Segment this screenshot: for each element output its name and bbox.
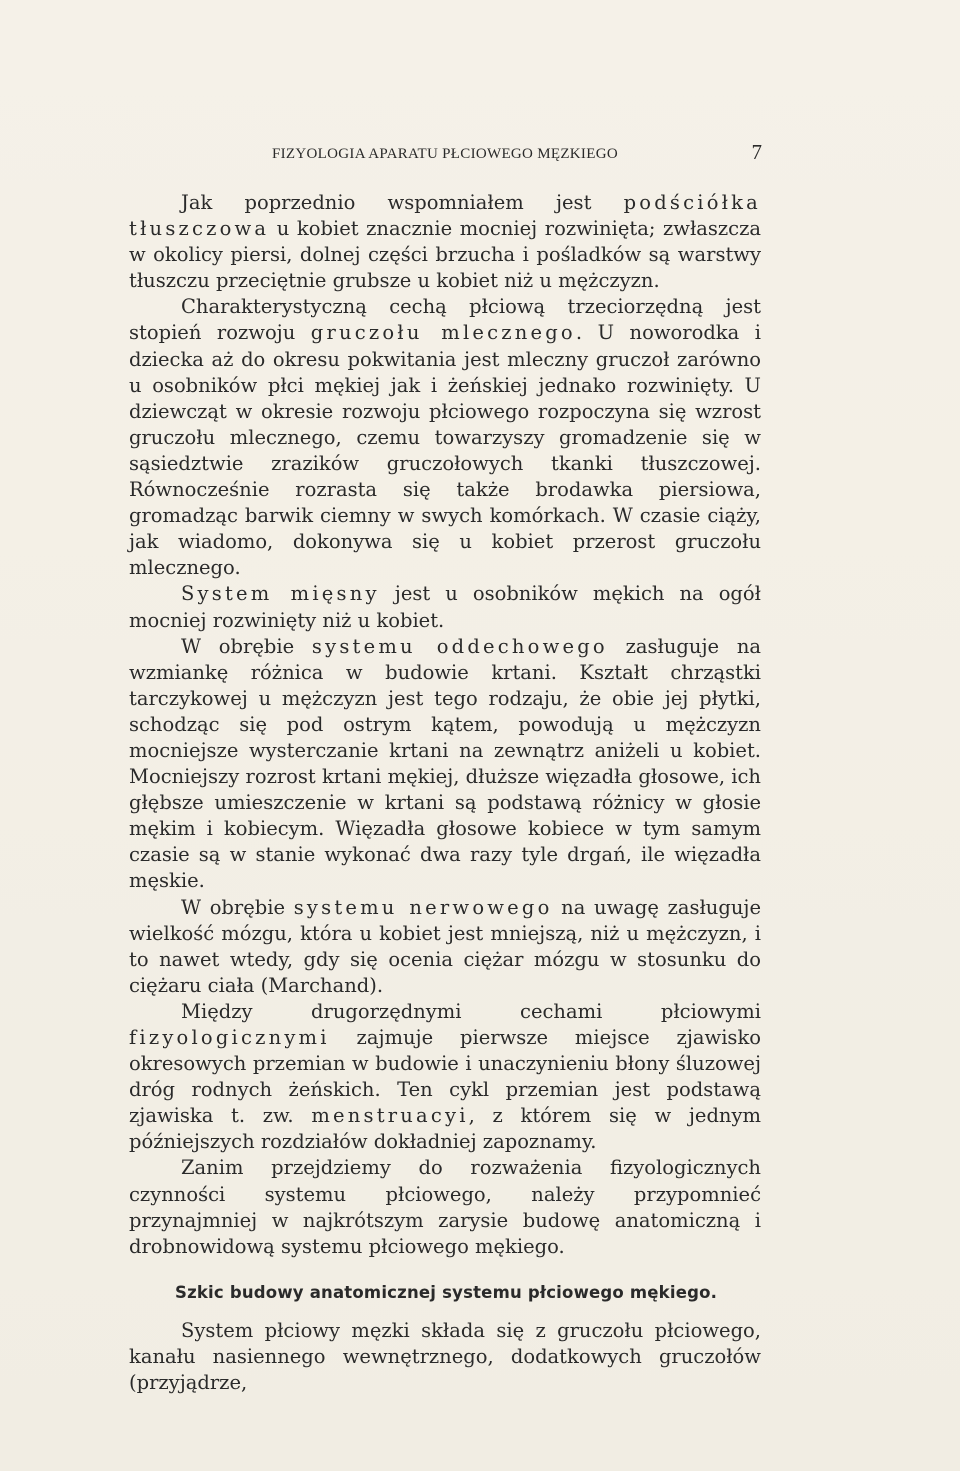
text-run: zajmuje pierwsze miejsce zjawisko okresowych przemian w budowie i unaczynieniu błony śluzowej dróg rodnych żeńskich. Ten cykl przemian jest podstawą zjawiska t. zw. [129, 1026, 761, 1128]
paragraph [129, 999, 761, 1156]
text-run: W obrębie [181, 895, 294, 919]
text-run: u kobiet znacznie mocniej rozwinięta; zwłaszcza w okolicy piersi, dolnej części brzucha i pośladków są warstwy tłuszczu przeciętnie grubsze u kobiet niż u mężczyzn. [129, 217, 761, 293]
paragraph: System płciowy męzki składa się z gruczołu płciowego, kanału nasiennego wewnętrznego, dodatkowych gruczołów (przyjądrze, [129, 1318, 761, 1395]
section-heading: Szkic budowy anatomicznej systemu płciowego mękiego. [175, 1282, 718, 1302]
text-run: Jak poprzednio wspomniałem jest [181, 191, 624, 214]
paragraph [129, 190, 761, 294]
spaced-term: menstruacyi [311, 1104, 469, 1128]
spaced-term: systemu nerwowego [293, 895, 553, 919]
paragraph [129, 581, 761, 633]
paragraph [129, 895, 761, 999]
text-run: Między drugorzędnymi cechami płciowymi [181, 999, 761, 1023]
text-run: jest u osobników mękich na ogół mocniej rozwinięty niż u kobiet. [129, 582, 761, 632]
paragraph [129, 294, 761, 581]
running-title: FIZYOLOGIA APARATU PŁCIOWEGO MĘZKIEGO [272, 146, 618, 162]
text-run: Charakterystyczną cechą płciową trzeciorzędną jest stopień rozwoju [129, 295, 761, 345]
spaced-term: fizyologicznymi [129, 1026, 330, 1049]
text-run: , z którem się w jednym późniejszych rozdziałów dokładniej zapoznamy. [129, 1104, 761, 1154]
spaced-term: podściółka tłuszczowa [129, 191, 761, 241]
spaced-term: systemu oddechowego [311, 634, 608, 658]
text-run: . U noworodka i dziecka aż do okresu pokwitania jest mleczny gruczoł zarówno u osobników płci mękiej jak i żeńskiej jednako rozwinięty. U dziewcząt w okresie rozwoju płciowego rozpoczyna się wzrost gruczołu mlecznego, czemu towarzyszy gromadzenie się w sąsiedztwie zrazików gruczołowych tkanki tłuszczowej. Równocześnie rozrasta się także brodawka piersiowa, gromadząc barwik ciemny w swych komórkach. W czasie ciąży, jak wiadomo, dokonywa się u kobiet przerost gruczołu mlecznego. [129, 321, 761, 580]
text-run: W obrębie [181, 634, 312, 658]
page-number: 7 [751, 140, 762, 164]
paragraph [129, 634, 761, 895]
text-run: Zanim przejdziemy do rozważenia fizyologicznych czynności systemu płciowego, należy przypomnieć przynajmniej w najkrótszym zarysie budowę anatomiczną i drobnowidową systemu płciowego mękiego. [129, 1156, 761, 1258]
spaced-term: System mięsny [181, 582, 380, 606]
body-text [129, 190, 761, 1396]
spaced-term: gruczołu mlecznego [310, 321, 576, 345]
text-run: zasługuje na wzmiankę różnica w budowie krtani. Kształt chrząstki tarczykowej u mężczyzn jest tego rodzaju, że obie jej płytki, schodząc się pod ostrym kątem, powodują u mężczyzn mocniejsze wysterczanie krtani na zewnątrz aniżeli u kobiet. Mocniejszy rozrost krtani mękiej, dłuższe więzadła głosowe, ich głębsze umieszczenie w krtani są podstawą różnicy w głosie mękim i kobiecym. Więzadła głosowe kobiece w tym samym czasie są w stanie wykonać dwa razy tyle drgań, ile więzadła męskie. [129, 634, 762, 893]
text-run: na uwagę zasługuje wielkość mózgu, która u kobiet jest mniejszą, niż u mężczyzn, i to nawet wtedy, gdy się ocenia ciężar mózgu w stosunku do ciężaru ciała (Marchand). [129, 895, 761, 997]
paragraph [129, 1155, 761, 1259]
